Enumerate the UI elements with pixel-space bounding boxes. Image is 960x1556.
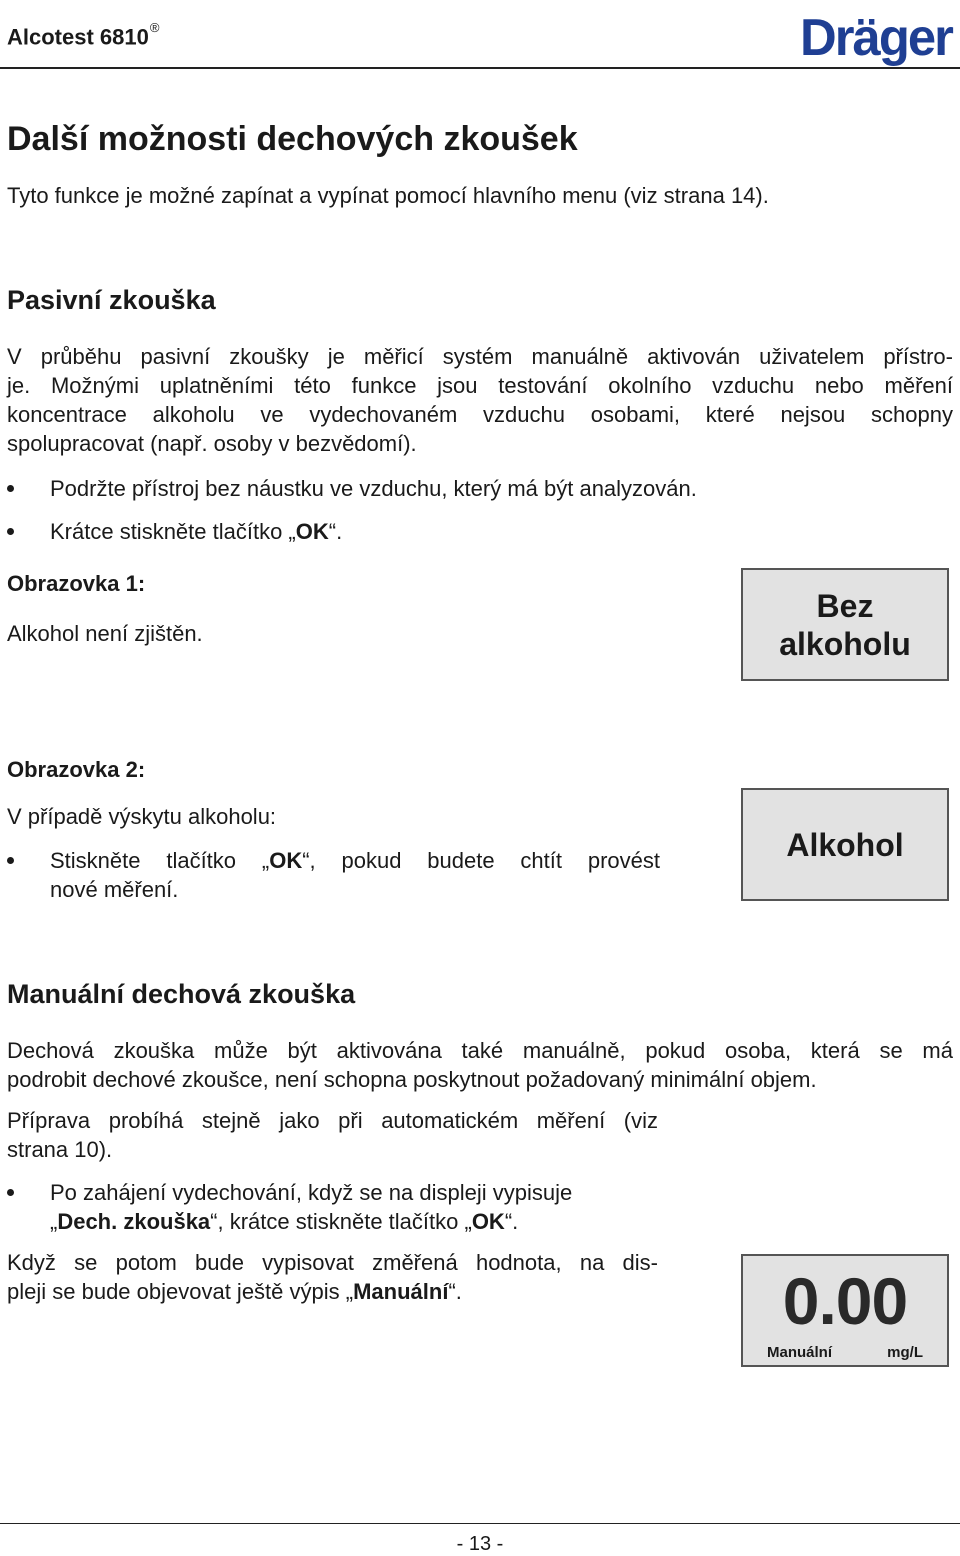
- manual-paragraph-3: [7, 1248, 658, 1306]
- unit-label: mg/L: [887, 1344, 923, 1361]
- breath-test-key-label: Dech. zkouška: [57, 1209, 211, 1234]
- ok-key-label: OK: [471, 1209, 505, 1234]
- manual-bullet: [0, 1178, 660, 1236]
- bullet-text: [50, 1178, 660, 1236]
- screen2-display-text: Alkohol: [786, 826, 904, 863]
- bullet-text-mid: “, krátce stiskněte tlačítko „: [210, 1209, 472, 1234]
- screen2-bullet: [0, 846, 660, 904]
- manual-paragraph-2-line-1: Příprava probíhá stejně jako při automatickém měření (viz: [7, 1108, 658, 1133]
- screen1-display-line-1: Bez: [816, 587, 874, 624]
- bullet-text-end: “.: [504, 1209, 519, 1234]
- manual-key-label: Manuální: [353, 1279, 449, 1304]
- manual-paragraph-1-line-2: podrobit dechové zkoušce, není schopna poskytnout požadovaný minimální objem.: [7, 1067, 817, 1092]
- bullet-text-pre: Krátce stiskněte tlačítko „: [50, 519, 296, 544]
- manual-heading: Manuální dechová zkouška: [7, 979, 356, 1009]
- screen3-display: [741, 1254, 949, 1367]
- ok-key-label: OK: [295, 519, 329, 544]
- screen1-description: Alkohol není zjištěn.: [7, 621, 203, 646]
- manual-mode-label: Manuální: [767, 1344, 833, 1361]
- manual-paragraph-2: [7, 1106, 658, 1164]
- bullet-text-post: “, pokud budete chtít provést: [302, 848, 660, 873]
- passive-description: [7, 342, 953, 458]
- bullet-text: [50, 517, 342, 546]
- bullet-text: [50, 846, 660, 904]
- manual-paragraph-3-line-2: [7, 1277, 658, 1306]
- passive-line-2: je. Možnými uplatněními této funkce jsou testování okolního vzduchu nebo měření: [7, 373, 953, 398]
- passive-line-4: spolupracovat (např. osoby v bezvědomí).: [7, 431, 417, 456]
- manual-bullet-line-1: Po zahájení vydechování, když se na displeji vypisuje: [50, 1180, 573, 1205]
- screen1-display-line-2: alkoholu: [779, 625, 911, 662]
- paragraph-text-pre: pleji se bude objevovat ještě výpis „: [7, 1279, 354, 1304]
- quote-open: „: [50, 1209, 58, 1234]
- drager-logo: [798, 5, 954, 67]
- bullet-text-post: “.: [328, 519, 343, 544]
- ok-key-label: OK: [269, 848, 303, 873]
- screen1-label: Obrazovka 1:: [7, 571, 146, 596]
- bullet-dot: [7, 528, 14, 535]
- product-name: Alcotest 6810: [7, 24, 149, 50]
- passive-line-3: koncentrace alkoholu ve vydechovaném vzduchu osobami, které nejsou schopny: [7, 402, 953, 427]
- manual-bullet-line-2: [50, 1207, 660, 1236]
- footer-rule: [0, 1523, 960, 1524]
- bullet-dot: [7, 1189, 14, 1196]
- bullet-text: Podržte přístroj bez náustku ve vzduchu, který má být analyzován.: [50, 476, 697, 501]
- bullet-dot: [7, 485, 14, 492]
- screen2-display: [741, 788, 949, 901]
- measured-value: 0.00: [782, 1264, 908, 1338]
- screen2-label: Obrazovka 2:: [7, 757, 146, 782]
- header-rule: [0, 67, 960, 69]
- passive-heading: Pasivní zkouška: [7, 285, 216, 315]
- manual-paragraph-1: [7, 1036, 953, 1094]
- bullet-text-pre: Stiskněte tlačítko „: [50, 848, 270, 873]
- bullet-dot: [7, 857, 14, 864]
- paragraph-text-post: “.: [448, 1279, 462, 1304]
- manual-paragraph-1-line-1: Dechová zkouška může být aktivována také manuálně, pokud osoba, která se má: [7, 1038, 953, 1063]
- screen2-description: V případě výskytu alkoholu:: [7, 804, 277, 829]
- svg-text:Dräger: Dräger: [800, 9, 954, 67]
- screen2-bullet-line-1: [50, 846, 660, 875]
- registered-mark: ®: [149, 20, 160, 35]
- intro-text: Tyto funkce je možné zapínat a vypínat pomocí hlavního menu (viz strana 14).: [7, 183, 769, 208]
- screen1-display: [741, 568, 949, 681]
- manual-paragraph-3-line-1: Když se potom bude vypisovat změřená hodnota, na dis-: [7, 1250, 658, 1275]
- page-title: Další možnosti dechových zkoušek: [7, 120, 578, 158]
- document-header-title: [7, 20, 160, 50]
- screen2-bullet-line-2: nové měření.: [50, 877, 179, 902]
- page-number: - 13 -: [456, 1533, 504, 1555]
- passive-line-1: V průběhu pasivní zkoušky je měřicí systém manuálně aktivován uživatelem přístro-: [7, 344, 953, 369]
- manual-paragraph-2-line-2: strana 10).: [7, 1137, 113, 1162]
- screen1-display-text: [779, 587, 911, 663]
